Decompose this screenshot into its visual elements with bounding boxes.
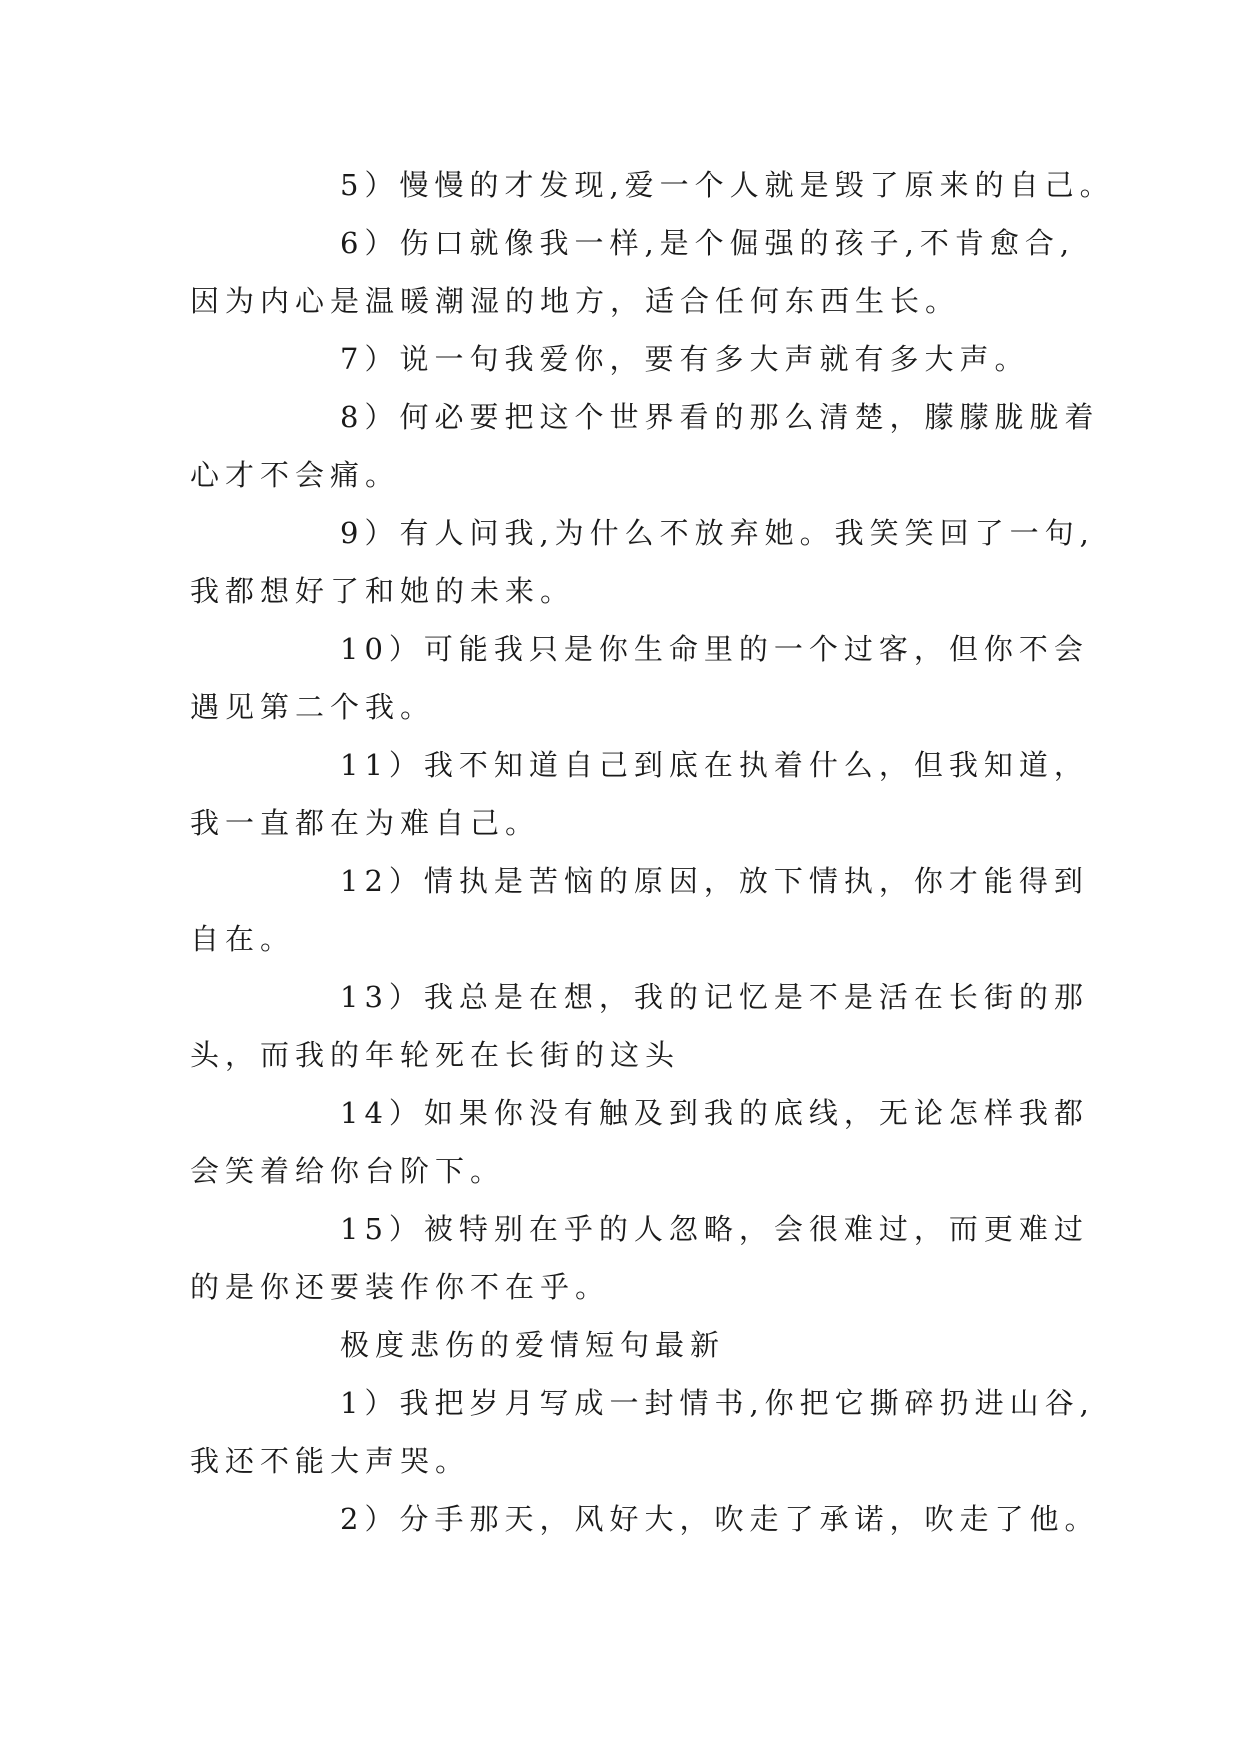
item-6-line-1: 6）伤口就像我一样,是个倔强的孩子,不肯愈合,	[340, 226, 1076, 260]
section-item-1-line-2: 我还不能大声哭。	[190, 1444, 471, 1478]
item-13-line-2: 头，而我的年轮死在长街的这头	[190, 1038, 681, 1072]
item-12-line-1: 12）情执是苦恼的原因，放下情执，你才能得到	[340, 864, 1089, 898]
item-10-line-2: 遇见第二个我。	[190, 690, 436, 724]
item-10-line-1: 10）可能我只是你生命里的一个过客，但你不会	[340, 632, 1089, 666]
item-8-line-1: 8）何必要把这个世界看的那么清楚，朦朦胧胧着	[340, 400, 1100, 434]
item-13-line-1: 13）我总是在想，我的记忆是不是活在长街的那	[340, 980, 1089, 1014]
item-7-line-1: 7）说一句我爱你，要有多大声就有多大声。	[340, 342, 1030, 376]
section-item-2-line-1: 2）分手那天，风好大，吹走了承诺，吹走了他。	[340, 1502, 1100, 1536]
item-11-line-2: 我一直都在为难自己。	[190, 806, 541, 840]
item-9-line-2: 我都想好了和她的未来。	[190, 574, 576, 608]
item-9-line-1: 9）有人问我,为什么不放弃她。我笑笑回了一句,	[340, 516, 1095, 550]
item-6-line-2: 因为内心是温暖潮湿的地方，适合任何东西生长。	[190, 284, 961, 318]
item-5-line-1: 5）慢慢的才发现,爱一个人就是毁了原来的自己。	[340, 168, 1115, 202]
section-item-1-line-1: 1）我把岁月写成一封情书,你把它撕碎扔进山谷,	[340, 1386, 1095, 1420]
item-14-line-2: 会笑着给你台阶下。	[190, 1154, 506, 1188]
item-11-line-1: 11）我不知道自己到底在执着什么，但我知道，	[340, 748, 1089, 782]
item-8-line-2: 心才不会痛。	[190, 458, 401, 492]
item-15-line-2: 的是你还要装作你不在乎。	[190, 1270, 611, 1304]
item-12-line-2: 自在。	[190, 922, 296, 956]
item-14-line-1: 14）如果你没有触及到我的底线，无论怎样我都	[340, 1096, 1089, 1130]
item-15-line-1: 15）被特别在乎的人忽略，会很难过，而更难过	[340, 1212, 1089, 1246]
section-title: 极度悲伤的爱情短句最新	[340, 1328, 726, 1362]
